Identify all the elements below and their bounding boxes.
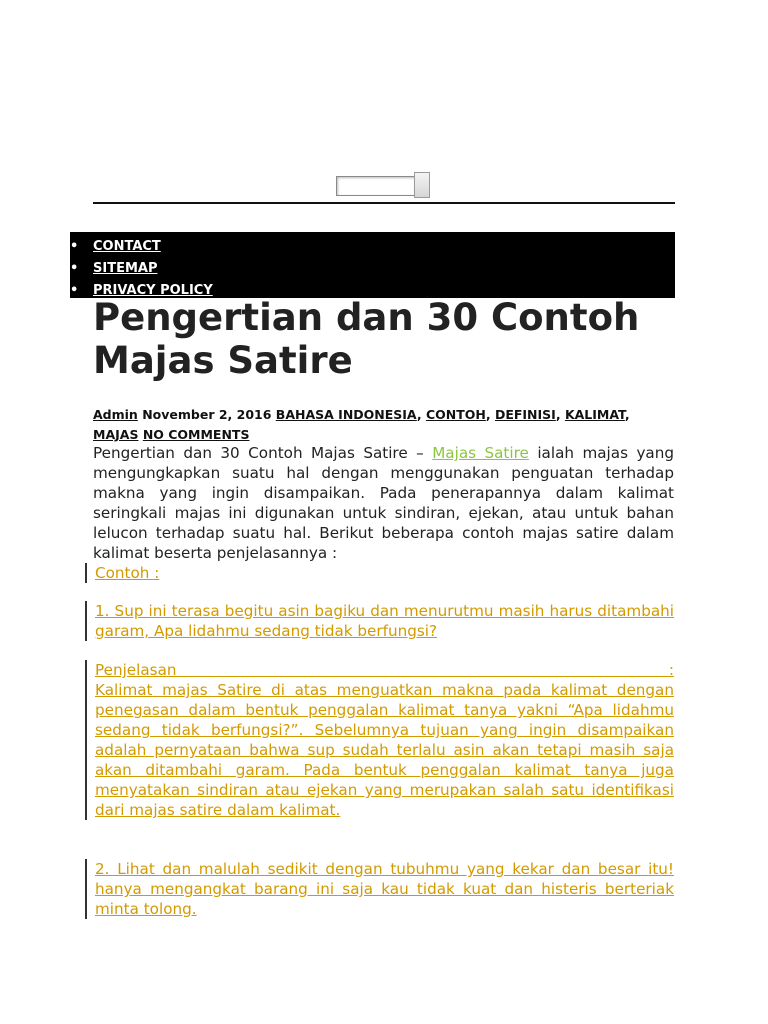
nav-item-label[interactable]: CONTACT bbox=[93, 239, 161, 254]
explanation-block bbox=[85, 660, 674, 820]
majas-satire-link[interactable]: Majas Satire bbox=[432, 444, 529, 462]
category-separator: , bbox=[624, 407, 630, 422]
category-link-bahasa-indonesia[interactable]: BAHASA INDONESIA bbox=[275, 407, 417, 422]
nav-list bbox=[70, 238, 213, 304]
nav-item-label[interactable]: SITEMAP bbox=[93, 261, 158, 276]
example-1-block bbox=[85, 601, 674, 641]
comments-link[interactable]: NO COMMENTS bbox=[142, 427, 250, 442]
post-date: November 2, 2016 bbox=[142, 407, 272, 422]
post-intro bbox=[93, 443, 674, 563]
author-link[interactable]: Admin bbox=[93, 407, 138, 422]
category-link-majas[interactable]: MAJAS bbox=[93, 427, 139, 442]
nav-item-contact[interactable] bbox=[70, 238, 213, 260]
intro-text: Pengertian dan 30 Contoh Majas Satire – bbox=[93, 444, 433, 462]
main-nav bbox=[70, 232, 675, 298]
search-input[interactable] bbox=[336, 176, 414, 196]
intro-text: ialah majas yang mengungkapkan suatu hal dengan menggunakan penguatan terhadap makna yang ingin disampaikan. Pada penerapannya dalam kalimat seringkali majas ini digunakan untuk sindiran, ejekan, atau untuk bahan lelucon terhadap suatu hal. Berikut beberapa contoh majas satire dalam kalimat beserta penjelasannya : bbox=[93, 444, 675, 562]
example-2-text: 2. Lihat dan malulah sedikit dengan tubuhmu yang kekar dan besar itu! hanya mengangkat barang ini saja kau tidak kuat dan histeris berteriak minta tolong. bbox=[95, 860, 674, 918]
header-divider bbox=[93, 202, 675, 204]
example-1-text: 1. Sup ini terasa begitu asin bagiku dan menurutmu masih harus ditambahi garam, Apa lidahmu sedang tidak berfungsi? bbox=[95, 602, 674, 640]
post-title: Pengertian dan 30 Contoh Majas Satire bbox=[93, 296, 640, 382]
category-link-kalimat[interactable]: KALIMAT bbox=[564, 407, 625, 422]
bullet-icon: • bbox=[70, 239, 79, 254]
nav-item-sitemap[interactable] bbox=[70, 260, 213, 282]
search-form bbox=[336, 172, 430, 198]
category-link-contoh[interactable]: CONTOH bbox=[425, 407, 486, 422]
post-meta bbox=[93, 405, 653, 445]
search-button[interactable] bbox=[414, 172, 430, 198]
bullet-icon: • bbox=[70, 261, 79, 276]
category-separator: , bbox=[555, 407, 565, 422]
category-link-definisi[interactable]: DEFINISI bbox=[494, 407, 556, 422]
quote-heading: Contoh : bbox=[95, 564, 160, 582]
explanation-text: Kalimat majas Satire di atas menguatkan makna pada kalimat dengan penegasan dalam bentuk penggalan kalimat tanya yakni “Apa lidahmu sedang tidak berfungsi?”. Sebelumnya tujuan yang ingin disampaikan adalah pernyataan bahwa sup sudah terlalu asin akan tetapi masih saja akan ditambahi garam. Pada bentuk penggalan kalimat tanya juga menyatakan sindiran atau ejekan yang merupakan salah satu identifikasi dari majas satire dalam kalimat. bbox=[95, 681, 674, 819]
nav-item-label[interactable]: PRIVACY POLICY bbox=[93, 283, 213, 298]
quote-heading-block bbox=[85, 563, 674, 583]
bullet-icon: • bbox=[70, 283, 79, 298]
example-2-block bbox=[85, 859, 674, 919]
explanation-label: Penjelasan : bbox=[95, 661, 674, 679]
category-separator: , bbox=[485, 407, 495, 422]
category-separator: , bbox=[416, 407, 426, 422]
